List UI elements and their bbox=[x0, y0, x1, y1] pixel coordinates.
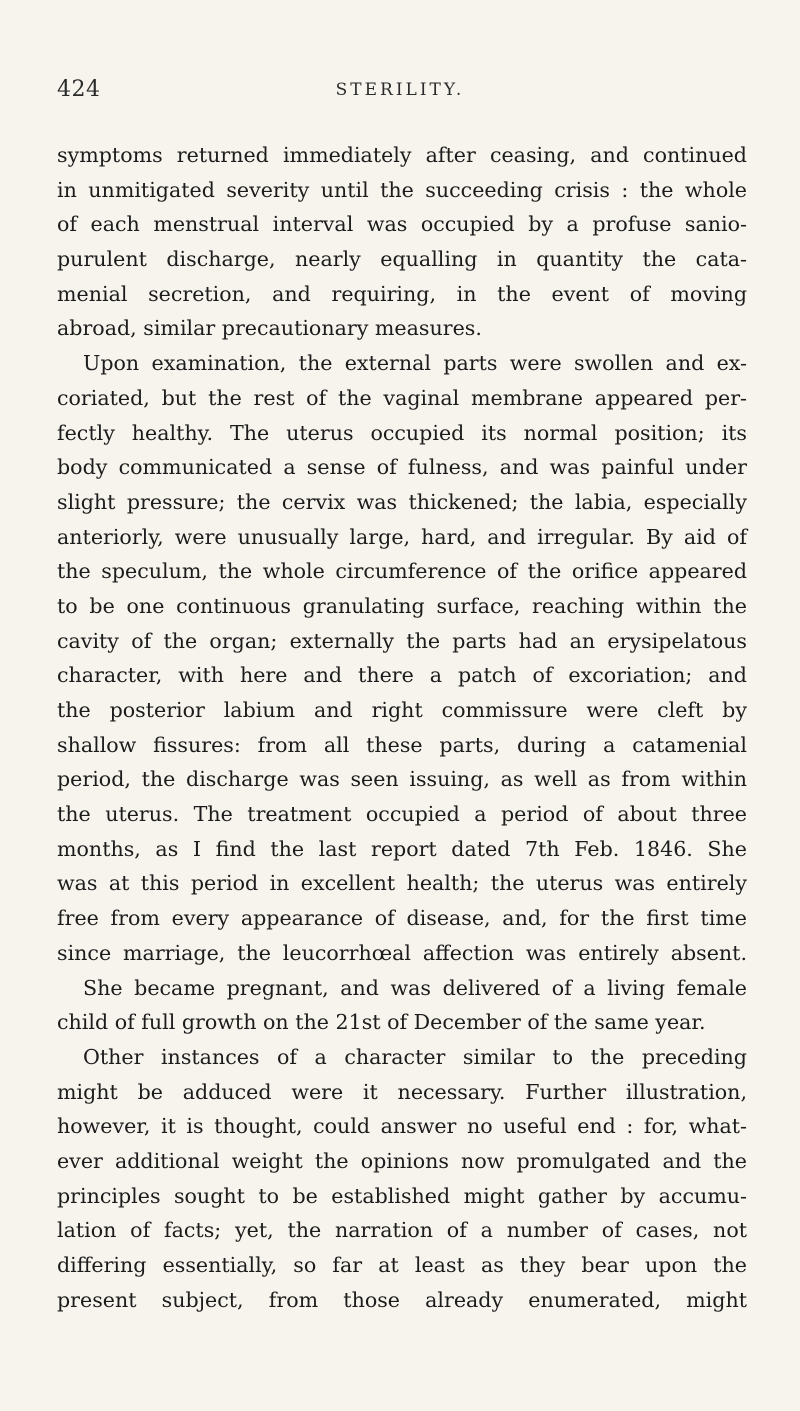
text-line: however, it is thought, could answer no useful end : for, what- bbox=[57, 1114, 747, 1139]
text-line: since marriage, the leucorrhœal affection was entirely absent. bbox=[57, 940, 747, 965]
running-head: STERILITY. bbox=[335, 80, 465, 100]
text-line: differing essentially, so far at least as they bear upon the bbox=[57, 1253, 747, 1277]
text-line: body communicated a sense of fulness, and was painful under bbox=[57, 455, 747, 480]
text-line: months, as I find the last report dated 7th Feb. 1846. She bbox=[57, 836, 747, 861]
text-line: abroad, similar precautionary measures. bbox=[57, 316, 482, 341]
text-line: free from every appearance of disease, and, for the first time bbox=[57, 906, 747, 931]
text-line: Other instances of a character similar to the preceding bbox=[83, 1044, 747, 1069]
text-line: the speculum, the whole circumference of the orifice appeared bbox=[57, 559, 747, 584]
text-line: might be adduced were it necessary. Further illustration, bbox=[57, 1079, 747, 1104]
text-line: to be one continuous granulating surface, reaching within the bbox=[57, 593, 747, 618]
text-line: slight pressure; the cervix was thickened; the labia, especially bbox=[57, 489, 747, 514]
text-line: lation of facts; yet, the narration of a number of cases, not bbox=[57, 1218, 747, 1243]
text-line: character, with here and there a patch of excoriation; and bbox=[57, 663, 747, 688]
body-text bbox=[57, 138, 747, 1317]
text-line: fectly healthy. The uterus occupied its normal position; its bbox=[57, 420, 747, 445]
text-line: purulent discharge, nearly equalling in quantity the cata- bbox=[57, 247, 747, 272]
text-line: was at this period in excellent health; the uterus was entirely bbox=[57, 871, 747, 896]
text-line: in unmitigated severity until the succeeding crisis : the whole bbox=[57, 177, 747, 202]
text-line: period, the discharge was seen issuing, as well as from within bbox=[57, 767, 747, 792]
text-line: symptoms returned immediately after ceasing, and continued bbox=[57, 143, 747, 167]
text-line: of each menstrual interval was occupied by a profuse sanio- bbox=[57, 212, 747, 237]
text-line: ever additional weight the opinions now promulgated and the bbox=[57, 1148, 747, 1173]
text-line: present subject, from those already enumerated, might bbox=[57, 1287, 747, 1312]
page-number: 424 bbox=[57, 77, 101, 102]
text-line: cavity of the organ; externally the parts had an erysipelatous bbox=[57, 628, 747, 653]
text-line: shallow fissures: from all these parts, during a catamenial bbox=[57, 732, 747, 757]
text-line: menial secretion, and requiring, in the event of moving bbox=[57, 281, 747, 306]
text-line: child of full growth on the 21st of December of the same year. bbox=[57, 1010, 706, 1035]
text-line: the uterus. The treatment occupied a period of about three bbox=[57, 802, 747, 827]
text-line: coriated, but the rest of the vaginal membrane appeared per- bbox=[57, 385, 747, 410]
text-line: the posterior labium and right commissure were cleft by bbox=[57, 698, 747, 722]
text-line: anteriorly, were unusually large, hard, and irregular. By aid of bbox=[57, 524, 747, 549]
text-line: Upon examination, the external parts were swollen and ex- bbox=[83, 351, 747, 376]
text-line: principles sought to be established might gather by accumu- bbox=[57, 1183, 747, 1208]
text-line: She became pregnant, and was delivered of a living female bbox=[83, 975, 747, 1000]
